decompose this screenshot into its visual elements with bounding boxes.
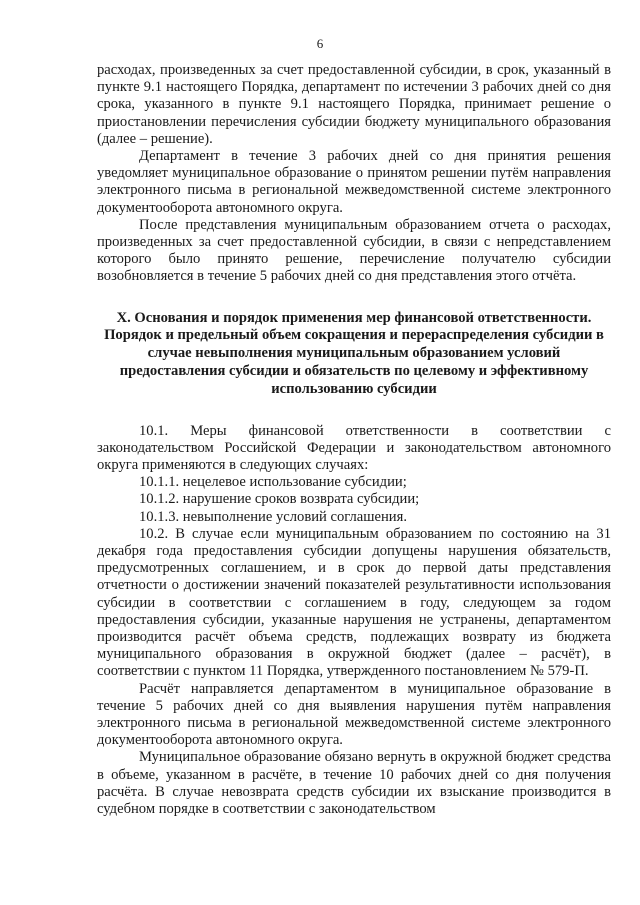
paragraph-calculation-sent: Расчёт направляется департаментом в муниципальное образование в течение 5 рабочих дней со дня выявления нарушения путём направления электронного письма в региональной межведомственной системе электронного документооборота автономного округа. [97, 680, 611, 749]
document-body [97, 62, 611, 818]
paragraph-10-2: 10.2. В случае если муниципальным образованием по состоянию на 31 декабря года предоставления субсидии допущены нарушения обязательств, предусмотренных соглашением, и в срок до первой даты представления отчетности о достижении значений показателей результативности использования субсидии в соответствии с соглашением в году, следующем за годом предоставления субсидии, указанные нарушения не устранены, департаментом производится расчёт объема средств, подлежащих возврату из бюджета муниципального образования в окружной бюджет (далее – расчёт), в соответствии с пунктом 11 Порядка, утвержденного постановлением № 579-П. [97, 525, 611, 680]
paragraph-obligation-return: Муниципальное образование обязано вернуть в окружной бюджет средства в объеме, указанном в расчёте, в течение 10 рабочих дней со дня получения расчёта. В случае невозврата средств субсидии их взыскание производится в судебном порядке в соответствии с законодательством [97, 749, 611, 818]
paragraph-continuation: расходах, произведенных за счет предоставленной субсидии, в срок, указанный в пункте 9.1 настоящего Порядка, департамент по истечении 3 рабочих дней со дня срока, указанного в пункте 9.1 настоящего Порядка, принимает решение о приостановлении перечисления субсидии бюджету муниципального образования (далее – решение). [97, 62, 611, 147]
paragraph-10-1-3: 10.1.3. невыполнение условий соглашения. [139, 508, 407, 525]
paragraph-resumption: После представления муниципальным образованием отчета о расходах, произведенных за счет предоставленной субсидии, в связи с непредставлением которого было принято решение, перечисление получателю субсидии возобновляется в течение 5 рабочих дней со дня представления этого отчёта. [97, 216, 611, 285]
paragraph-10-1-1: 10.1.1. нецелевое использование субсидии; [139, 474, 407, 491]
page-number: 6 [316, 36, 324, 51]
paragraph-10-1-2: 10.1.2. нарушение сроков возврата субсидии; [139, 491, 420, 508]
paragraph-10-1: 10.1. Меры финансовой ответственности в соответствии с законодательством Российской Федерации и законодательством автономного округа применяются в следующих случаях: [97, 422, 611, 474]
paragraph-notification: Департамент в течение 3 рабочих дней со дня принятия решения уведомляет муниципальное образование о принятом решении путём направления электронного письма в региональной межведомственной системе электронного документооборота автономного округа. [97, 148, 611, 216]
section-heading: X. Основания и порядок применения мер финансовой ответственности. Порядок и предельный объем сокращения и перераспределения субсидии в случае невыполнения муниципальным образованием условий предоставления субсидии и обязательств по целевому и эффективному использованию субсидии [104, 309, 604, 397]
